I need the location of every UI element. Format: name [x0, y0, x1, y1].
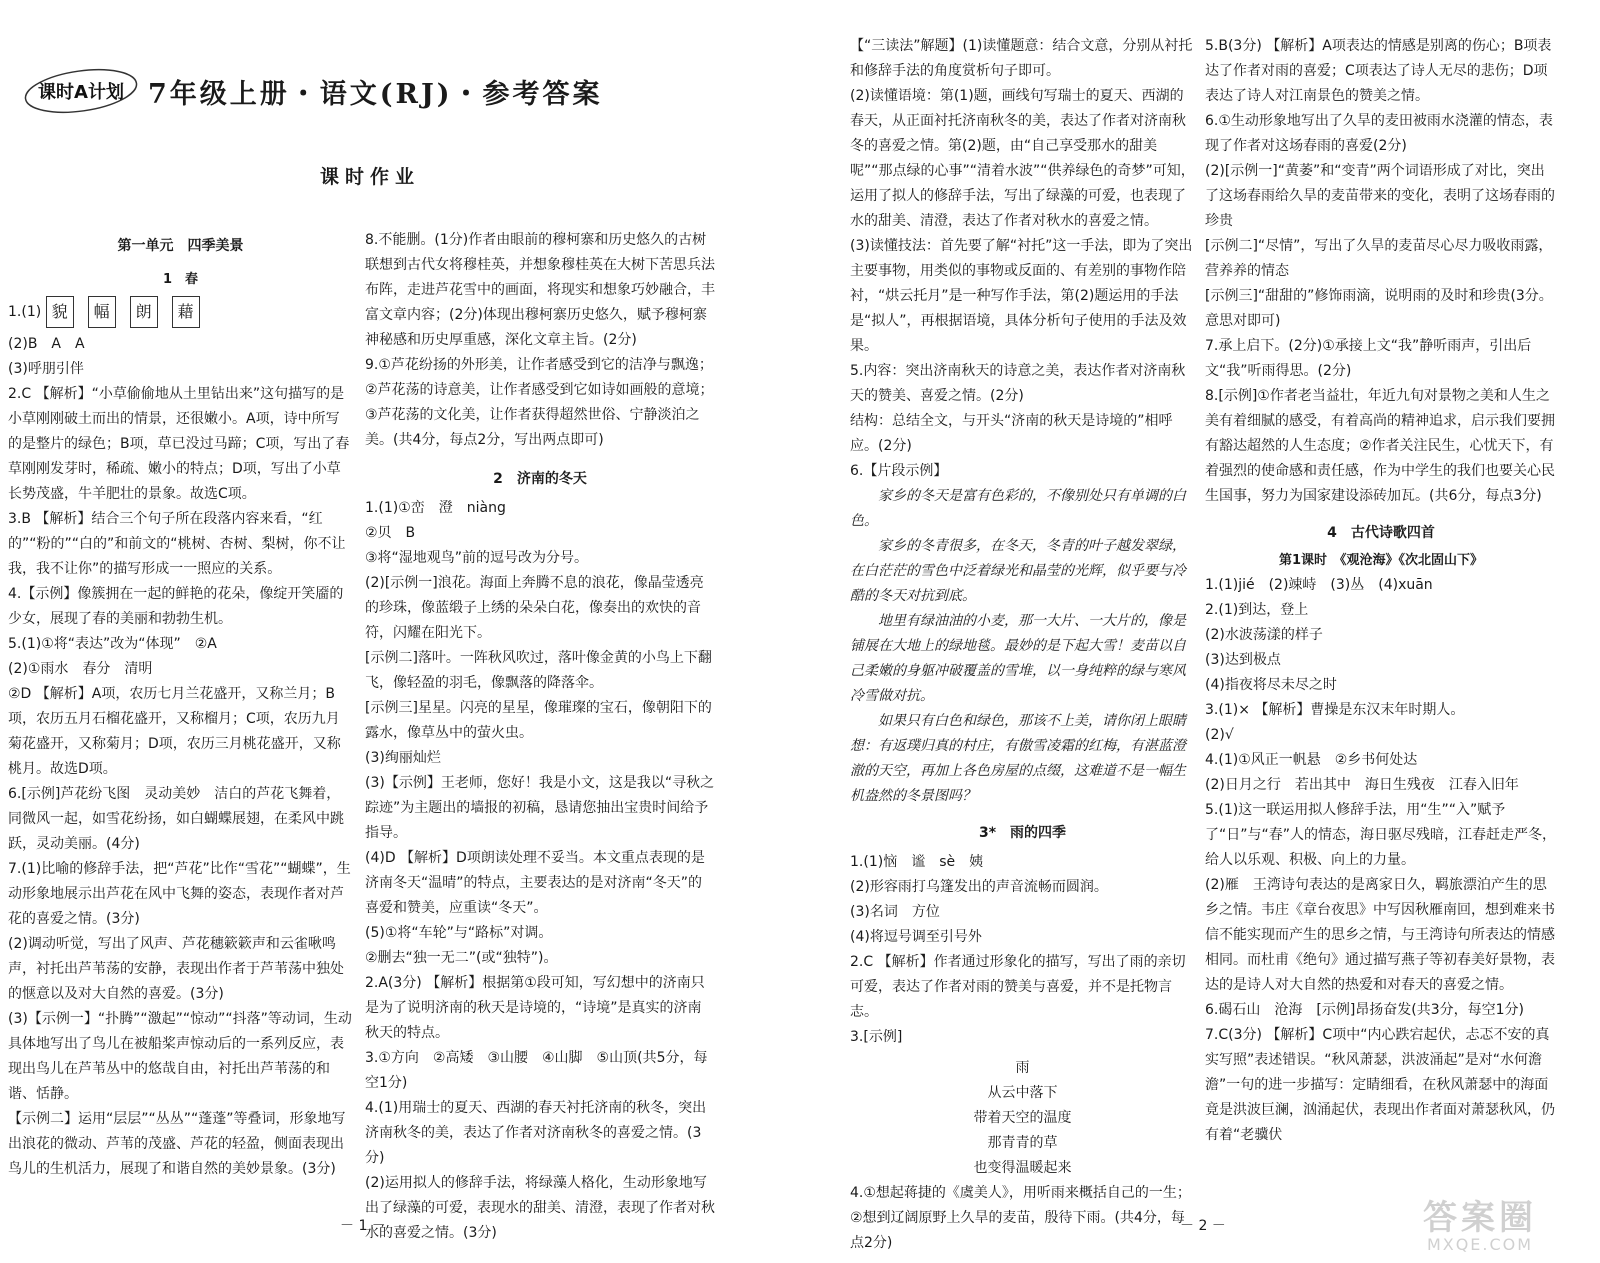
answer-line: 4.(1)①风正一帆悬 ②乡书何处达	[1205, 752, 1418, 768]
watermark	[1380, 1190, 1580, 1254]
answer-line: (2)①雨水 春分 清明	[8, 661, 153, 677]
answer-lines	[365, 228, 715, 453]
answer-line: 地里有绿油油的小麦，那一大片、一大片的，像是铺展在大地上的绿地毯。最妙的是下起大雪！麦苗以自己柔嫩的身躯冲破覆盖的雪堆，以一身纯粹的绿与寒风冷雪做对抗。	[850, 613, 1186, 704]
answer-line: (3)名词 方位	[850, 904, 940, 920]
answer-line: (4)D 【解析】D项朗读处理不妥当。本文重点表现的是济南冬天“温晴”的特点，主要表达的是对济南“冬天”的喜爱和赞美，应重读“冬天”。	[365, 850, 705, 916]
answer-line: (2)[示例一]浪花。海面上奔腾不息的浪花，像晶莹透亮的珍珠，像蓝缎子上绣的朵朵白花，像奏出的欢快的音符，闪耀在阳光下。	[365, 575, 704, 641]
page-number: － 1 －	[340, 1218, 386, 1234]
answer-line: 5.(1)①将“表达”改为“体现” ②A	[8, 636, 217, 652]
char-box: 藉	[172, 296, 200, 328]
document-title: 7年级上册・语文(RJ)・参考答案	[148, 79, 603, 110]
character-boxes	[46, 296, 214, 328]
answer-line: 5.内容：突出济南秋天的诗意之美，表达作者对济南秋天的赞美、喜爱之情。(2分)	[850, 363, 1186, 404]
answer-line: 7.C(3分) 【解析】C项中“内心跌宕起伏，忐忑不安的真实写照”表述错误。“秋风萧瑟，洪波涌起”是对“水何澹澹”一句的进一步描写：定睛细看，在秋风萧瑟中的海面竟是洪波巨澜，汹涌起伏，表现出作者面对萧瑟秋风，仍有着“老骥伏	[1205, 1027, 1555, 1143]
lesson-title: 2 济南的冬天	[493, 471, 587, 487]
answer-line: 6.[示例]芦花纷飞图 灵动美妙 洁白的芦花飞舞着，同微风一起，如雪花纷扬，如白蝴蝶展翅，在柔风中跳跃，灵动美丽。(4分)	[8, 786, 344, 852]
answer-line: (2)调动听觉，写出了风声、芦花穗簌簌声和云雀啾鸣声，衬托出芦苇荡的安静，表现出作者于芦苇荡中独处的惬意以及对大自然的喜爱。(3分)	[8, 936, 344, 1002]
answer-line: 【“三读法”解题】(1)读懂题意：结合文意，分别从衬托和修辞手法的角度赏析句子即可。	[850, 38, 1193, 79]
answer-line: 8.不能删。(1分)作者由眼前的穆柯寨和历史悠久的古树联想到古代女将穆桂英，并想象穆桂英在大树下苦思兵法布阵，走进芦花雪中的画面，将现实和想象巧妙融合，丰富文章内容；(2分)体现出穆柯寨历史悠久，赋予穆柯寨神秘感和历史厚重感，深化文章主旨。(2分)	[365, 232, 715, 348]
poem-title: 雨	[1015, 1060, 1030, 1076]
answer-line: 家乡的冬天是富有色彩的，不像别处只有单调的白色。	[850, 488, 1186, 529]
answer-line: (3)绚丽灿烂	[365, 750, 441, 766]
answer-line: 【示例二】运用“层层”“丛丛”“蓬蓬”等叠词，形象地写出浪花的微动、芦苇的茂盛、芦花的轻盈，侧面表现出鸟儿的生机活力，展现了和谐自然的美妙景象。(3分)	[8, 1111, 346, 1177]
answer-line: (3)达到极点	[1205, 652, 1281, 668]
answer-line: 1.(1)恼 谧 sè 姨	[850, 854, 984, 870]
answer-line: 6.①生动形象地写出了久旱的麦田被雨水浇灌的情态，表现了作者对这场春雨的喜爱(2分)	[1205, 113, 1553, 154]
answer-line: 如果只有白色和绿色，那该不上美，请你闭上眼睛想：有返璞归真的村庄，有傲雪凌霜的红梅，有湛蓝澄澈的天空，再加上各色房屋的点缀，这难道不是一幅生机盎然的冬景图吗？	[850, 713, 1186, 804]
answer-line: 5.B(3分) 【解析】A项表达的情感是别离的伤心；B项表达了作者对雨的喜爱；C项表达了诗人无尽的悲伤；D项表达了诗人对江南景色的赞美之情。	[1205, 38, 1552, 104]
answer-line: 3.B 【解析】结合三个句子所在段落内容来看，“红的”“粉的”“白的”和前文的“桃树、杏树、梨树，你不让我，我不让你”的描写形成一一照应的关系。	[8, 511, 346, 577]
answer-line: [示例二]“尽情”，写出了久旱的麦苗尽心尽力吸收雨露，营养养的情态	[1205, 238, 1553, 279]
q1-prefix: 1.(1)	[8, 304, 42, 320]
answer-line: ③将“湿地观鸟”前的逗号改为分号。	[365, 550, 589, 566]
answer-line: (2)运用拟人的修辞手法，将绿藻人格化，生动形象地写出了绿藻的可爱，表现水的甜美、清澄，表现了作者对秋水的喜爱之情。(3分)	[365, 1175, 715, 1241]
poem-line: 那青青的草	[987, 1135, 1058, 1151]
watermark-sub-text: MXQE.COM	[1426, 1235, 1534, 1254]
answer-line: 6.【片段示例】	[850, 463, 948, 479]
unit-title: 第一单元 四季美景	[117, 238, 244, 254]
answer-line: 7.(1)比喻的修辞手法，把“芦花”比作“雪花”“蝴蝶”，生动形象地展示出芦花在风中飞舞的姿态，表现作者对芦花的喜爱之情。(3分)	[8, 861, 351, 927]
answer-column-4	[1205, 34, 1557, 1148]
answer-line: 3.(1)× 【解析】曹操是东汉末年时期人。	[1205, 702, 1465, 718]
answer-line: (3)【示例】王老师，您好！我是小文，这是我以“寻秋之踪迹”为主题出的墙报的初稿，恳请您抽出宝贵时间给予指导。	[365, 775, 715, 841]
answer-line: 9.①芦花纷扬的外形美，让作者感受到它的洁净与飘逸；②芦花荡的诗意美，让作者感受到它如诗如画般的意境；③芦花荡的文化美，让作者获得超然世俗、宁静淡泊之美。(共4分，每点2分，写出两点即可)	[365, 357, 714, 448]
svg-text:课时A计划: 课时A计划	[38, 82, 124, 103]
char-box: 朗	[130, 296, 158, 328]
answer-line: (2)B A A	[8, 336, 85, 352]
answer-line: 4.①想起蒋捷的《虞美人》，用听雨来概括自己的一生；②想到辽阔原野上久旱的麦苗，殷待下雨。(共4分，每点2分)	[850, 1185, 1191, 1251]
answer-column-1	[8, 228, 353, 1182]
answer-line: 6.碣石山 沧海 [示例]昂扬奋发(共3分，每空1分)	[1205, 1002, 1525, 1018]
lesson-title: 1 春	[162, 272, 199, 287]
char-box: 幅	[88, 296, 116, 328]
answer-line: (4)指夜将尽未尽之时	[1205, 677, 1337, 693]
answer-line: [示例二]落叶。一阵秋风吹过，落叶像金黄的小鸟上下翻飞，像轻盈的羽毛，像飘落的降落伞。	[365, 650, 712, 691]
answer-line: 4.【示例】像簇拥在一起的鲜艳的花朵，像绽开笑靥的少女，展现了春的美丽和勃勃生机。	[8, 586, 344, 627]
lesson-title: 3* 雨的四季	[978, 825, 1067, 841]
lesson-title: 4 古代诗歌四首	[1327, 525, 1435, 541]
poem-line: 从云中落下	[987, 1085, 1058, 1101]
answer-lines	[850, 1181, 1195, 1256]
answer-line: (2)√	[1205, 727, 1234, 743]
answer-line: 7.承上启下。(2分)①承接上文“我”静听雨声，引出后文“我”听雨得思。(2分)	[1205, 338, 1532, 379]
answer-lines	[365, 496, 715, 1246]
answer-line: (2)水波荡漾的样子	[1205, 627, 1323, 643]
answer-line: ②删去“独一无二”(或“独特”)。	[365, 950, 558, 966]
answer-line: (2)读懂语境：第(1)题，画线句写瑞士的夏天、西湖的春天，从正面衬托济南秋冬的美，表达了作者对济南秋冬的喜爱之情。第(2)题，由“自己享受那水的甜美呢”“那点绿的心事”“清着水波”“供养绿色的奇梦”可知，运用了拟人的修辞手法，写出了绿藻的可爱，也表现了水的甜美、清澄，表达了作者对秋水的喜爱之情。	[850, 88, 1195, 229]
answer-line: 1.(1)①峦 澄 niàng	[365, 500, 506, 516]
answer-line: (3)呼朋引伴	[8, 361, 84, 377]
answer-line: 2.A(3分) 【解析】根据第①段可知，写幻想中的济南只是为了说明济南的秋天是诗境的，“诗境”是真实的济南秋天的特点。	[365, 975, 705, 1041]
poem-line: 带着天空的温度	[973, 1110, 1072, 1126]
answer-line: (4)将逗号调至引号外	[850, 929, 982, 945]
watermark-main-text: 答案圈	[1423, 1198, 1537, 1238]
answer-line: 3.[示例]	[850, 1029, 903, 1045]
answer-line: 2.(1)到达，登上	[1205, 602, 1309, 618]
q1-line	[8, 296, 353, 328]
answer-line: 2.C 【解析】“小草偷偷地从土里钻出来”这句描写的是小草刚刚破土而出的情景，还很嫩小。A项，诗中所写的是整片的绿色；B项，草已没过马蹄；C项，写出了春草刚刚发芽时，稀疏、嫩小的特点；D项，写出了小草长势茂盛，牛羊肥壮的景象。故选C项。	[8, 386, 350, 502]
section-heading: 课时作业	[319, 166, 420, 188]
answer-lines	[1205, 573, 1557, 1148]
answer-line: (3)读懂技法：首先要了解“衬托”这一手法，即为了突出主要事物，用类似的事物或反面的、有差别的事物作陪衬，“烘云托月”是一种写作手法，第(2)题运用的手法是“拟人”，再根据语境，具体分析句子使用的手法及效果。	[850, 238, 1193, 354]
answer-column-2	[365, 228, 715, 1246]
brand-logo	[22, 68, 140, 114]
answer-line: 8.[示例]①作者老当益壮，年近九旬对景物之美和人生之美有着细腻的感受，有着高尚的精神追求，启示我们要拥有豁达超然的人生态度；②作者关注民生，心忧天下，有着强烈的使命感和责任感，作为中学生的我们也要关心民生国事，努力为国家建设添砖加瓦。(共6分，每点3分)	[1205, 388, 1555, 504]
answer-line: [示例三]星星。闪亮的星星，像璀璨的宝石，像朝阳下的露水，像草丛中的萤火虫。	[365, 700, 712, 741]
poem-line: 也变得温暖起来	[973, 1160, 1072, 1176]
poem-lines	[850, 1081, 1195, 1181]
char-box: 貌	[46, 296, 74, 328]
answer-line: 4.(1)用瑞士的夏天、西湖的春天衬托济南的秋冬，突出济南秋冬的美，表达了作者对济南秋冬的喜爱之情。(3分)	[365, 1100, 707, 1166]
answer-lines	[1205, 34, 1557, 509]
answer-line: 3.①方向 ②高矮 ③山腰 ④山脚 ⑤山顶(共5分，每空1分)	[365, 1050, 708, 1091]
answer-lines	[850, 34, 1195, 484]
answer-line: 结构：总结全文，与开头“济南的秋天是诗境的”相呼应。(2分)	[850, 413, 1173, 454]
answer-line: ②D 【解析】A项，农历七月兰花盛开，又称兰月；B项，农历五月石榴花盛开，又称榴月；C项，农历九月菊花盛开，又称菊月；D项，农历三月桃花盛开，又称桃月。故选D项。	[8, 686, 341, 777]
answer-line: [示例三]“甜甜的”修饰雨滴，说明雨的及时和珍贵(3分。意思对即可)	[1205, 288, 1553, 329]
answer-column-3	[850, 34, 1195, 1256]
answer-line: 家乡的冬青很多，在冬天，冬青的叶子越发翠绿，在白茫茫的雪色中泛着绿光和晶莹的光辉，似乎要与冷酷的冬天对抗到底。	[850, 538, 1186, 604]
answer-line: 2.C 【解析】作者通过形象化的描写，写出了雨的亲切可爱，表达了作者对雨的赞美与喜爱，并不是托物言志。	[850, 954, 1186, 1020]
answer-line: ②贝 B	[365, 525, 416, 541]
answer-line: (2)日月之行 若出其中 海日生残夜 江春入旧年	[1205, 777, 1519, 793]
answer-line: (2)形容雨打乌篷发出的声音流畅而圆润。	[850, 879, 1108, 895]
handwritten-sample	[850, 484, 1195, 809]
answer-line: (5)①将“车轮”与“路标”对调。	[365, 925, 553, 941]
answer-line: (3)【示例一】“扑腾”“激起”“惊动”“抖落”等动词，生动具体地写出了鸟儿在被船桨声惊动后的一系列反应，表现出鸟儿在芦苇丛中的悠哉自由，衬托出芦苇荡的和谐、恬静。	[8, 1011, 352, 1102]
answer-line: (2)雁 王湾诗句表达的是离家日久，羁旅漂泊产生的思乡之情。韦庄《章台夜思》中写因秋雁南回，想到难来书信不能实现而产生的思乡之情，与王湾诗句所表达的情感相同。而杜甫《绝句》通过描写燕子等初春美好景物，表达的是诗人对大自然的热爱和对春天的喜爱之情。	[1205, 877, 1555, 993]
answer-lines	[8, 332, 353, 1182]
right-page	[840, 0, 1600, 1263]
lesson-subtitle: 第1课时 《观沧海》《次北固山下》	[1278, 553, 1484, 568]
answer-line: (2)[示例一]“黄萎”和“变青”两个词语形成了对比，突出了这场春雨给久旱的麦苗带来的变化，表明了这场春雨的珍贵	[1205, 163, 1555, 229]
page-number: － 2 －	[1180, 1218, 1226, 1234]
answer-line: 1.(1)jié (2)竦峙 (3)丛 (4)xuān	[1205, 577, 1433, 593]
answer-lines	[850, 850, 1195, 1050]
answer-line: 5.(1)这一联运用拟人修辞手法，用“生”“入”赋予了“日”与“春”人的情态，海日驱尽残暗，江春赶走严冬，给人以乐观、积极、向上的力量。	[1205, 802, 1557, 868]
